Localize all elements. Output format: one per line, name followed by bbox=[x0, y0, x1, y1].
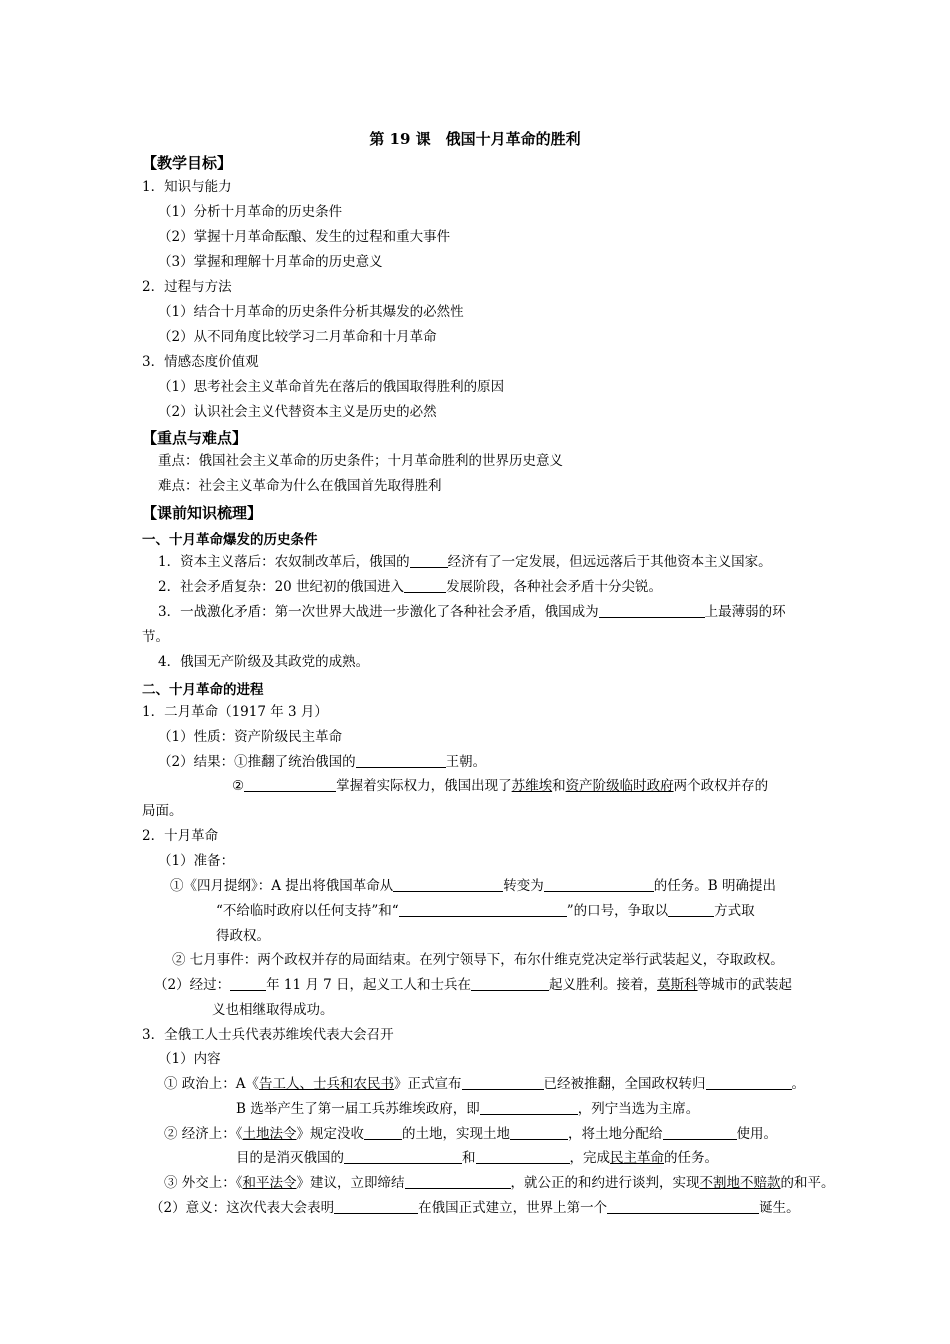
congress-significance: （2）意义：这次代表大会表明 在俄国正式建立，世界上第一个 诞生。 bbox=[150, 1200, 800, 1216]
blank[interactable] bbox=[334, 1199, 418, 1214]
key-heading: 【重点与难点】 bbox=[142, 429, 248, 447]
condition-1: 1．资本主义落后：农奴制改革后，俄国的 经济有了一定发展，但远远落后于其他资本主义国家。 bbox=[158, 554, 772, 570]
congress-politics-b: B 选举产生了第一届工兵苏维埃政府，即 ，列宁当选为主席。 bbox=[236, 1101, 700, 1117]
goal-3a: （1）思考社会主义革命首先在落后的俄国取得胜利的原因 bbox=[158, 379, 505, 395]
goal-1a: （1）分析十月革命的历史条件 bbox=[158, 204, 343, 220]
blank[interactable] bbox=[405, 1174, 511, 1189]
page-title: 第 19 课 俄国十月革命的胜利 bbox=[369, 130, 581, 148]
feb-result-2-cont: 局面。 bbox=[142, 803, 183, 819]
goal-3b: （2）认识社会主义代替资本主义是历史的必然 bbox=[158, 404, 437, 420]
april-theses: ①《四月提纲》：A 提出将俄国革命从 转变为 的任务。B 明确提出 bbox=[170, 878, 777, 894]
feb-revolution: 1．二月革命（1917 年 3 月） bbox=[142, 704, 328, 720]
section-1-heading: 一、十月革命爆发的历史条件 bbox=[142, 532, 318, 548]
condition-2: 2．社会矛盾复杂：20 世纪初的俄国进入 发展阶段，各种社会矛盾十分尖锐。 bbox=[158, 579, 663, 595]
blank[interactable] bbox=[404, 578, 446, 593]
april-theses-cont: “不给临时政府以任何支持”和“ ”的口号，争取以 方式取 bbox=[216, 903, 755, 919]
review-heading: 【课前知识梳理】 bbox=[142, 504, 263, 522]
blank[interactable] bbox=[399, 902, 567, 917]
condition-4: 4．俄国无产阶级及其政党的成熟。 bbox=[158, 654, 370, 670]
section-3-heading: 3．全俄工人士兵代表苏维埃代表大会召开 bbox=[142, 1027, 394, 1043]
key-difficulty: 难点：社会主义革命为什么在俄国首先取得胜利 bbox=[158, 478, 442, 494]
goal-3: 3．情感态度价值观 bbox=[142, 354, 259, 370]
congress-content: （1）内容 bbox=[158, 1051, 221, 1067]
oct-course: （2）经过： 年 11 月 7 日，起义工人和士兵在 起义胜利。接着，莫斯科等城市的武装起 bbox=[154, 977, 793, 993]
key-focus: 重点：俄国社会主义革命的历史条件；十月革命胜利的世界历史意义 bbox=[158, 453, 563, 469]
section-2-heading: 二、十月革命的进程 bbox=[142, 682, 264, 698]
condition-3-cont: 节。 bbox=[142, 629, 169, 645]
oct-prep: （1）准备： bbox=[158, 853, 235, 869]
blank[interactable] bbox=[510, 1125, 568, 1140]
blank[interactable] bbox=[607, 1199, 759, 1214]
goal-1c: （3）掌握和理解十月革命的历史意义 bbox=[158, 254, 383, 270]
blank[interactable] bbox=[344, 1149, 462, 1164]
congress-politics: ① 政治上：A《告工人、士兵和农民书》正式宣布 已经被推翻，全国政权转归 。 bbox=[164, 1076, 806, 1092]
blank[interactable] bbox=[364, 1125, 402, 1140]
feb-result-1: （2）结果：①推翻了统治俄国的 王朝。 bbox=[158, 754, 487, 770]
congress-diplomacy: ③ 外交上：《和平法令》建议，立即缔结 ，就公正的和约进行谈判，实现不割地不赔款的和平。 bbox=[164, 1175, 835, 1191]
blank[interactable] bbox=[356, 753, 446, 768]
blank[interactable] bbox=[599, 603, 705, 618]
april-theses-end: 得政权。 bbox=[216, 928, 270, 944]
goal-1b: （2）掌握十月革命酝酿、发生的过程和重大事件 bbox=[158, 229, 451, 245]
blank[interactable] bbox=[410, 553, 448, 568]
july-days: ② 七月事件：两个政权并存的局面结束。在列宁领导下，布尔什维克党决定举行武装起义，夺取政权。 bbox=[172, 952, 784, 968]
feb-nature: （1）性质：资产阶级民主革命 bbox=[158, 729, 343, 745]
goal-2a: （1）结合十月革命的历史条件分析其爆发的必然性 bbox=[158, 304, 464, 320]
goals-heading: 【教学目标】 bbox=[142, 154, 233, 172]
blank[interactable] bbox=[663, 1125, 737, 1140]
blank[interactable] bbox=[244, 777, 336, 792]
goal-2: 2．过程与方法 bbox=[142, 279, 232, 295]
blank[interactable] bbox=[544, 877, 654, 892]
goal-1: 1．知识与能力 bbox=[142, 179, 232, 195]
congress-economy-purpose: 目的是消灭俄国的 和 ，完成民主革命的任务。 bbox=[236, 1150, 718, 1166]
blank[interactable] bbox=[668, 902, 714, 917]
oct-course-cont: 义也相继取得成功。 bbox=[212, 1002, 334, 1018]
condition-3: 3．一战激化矛盾：第一次世界大战进一步激化了各种社会矛盾，俄国成为 上最薄弱的环 bbox=[158, 604, 786, 620]
goal-2b: （2）从不同角度比较学习二月革命和十月革命 bbox=[158, 329, 437, 345]
blank[interactable] bbox=[462, 1075, 544, 1090]
blank[interactable] bbox=[230, 976, 266, 991]
feb-result-2: ② 掌握着实际权力，俄国出现了苏维埃和资产阶级临时政府两个政权并存的 bbox=[232, 778, 769, 794]
blank[interactable] bbox=[393, 877, 503, 892]
blank[interactable] bbox=[480, 1100, 578, 1115]
blank[interactable] bbox=[471, 976, 549, 991]
blank[interactable] bbox=[706, 1075, 792, 1090]
congress-economy: ② 经济上：《土地法令》规定没收 的土地，实现土地 ，将土地分配给 使用。 bbox=[164, 1126, 778, 1142]
oct-revolution: 2．十月革命 bbox=[142, 828, 219, 844]
blank[interactable] bbox=[476, 1149, 570, 1164]
